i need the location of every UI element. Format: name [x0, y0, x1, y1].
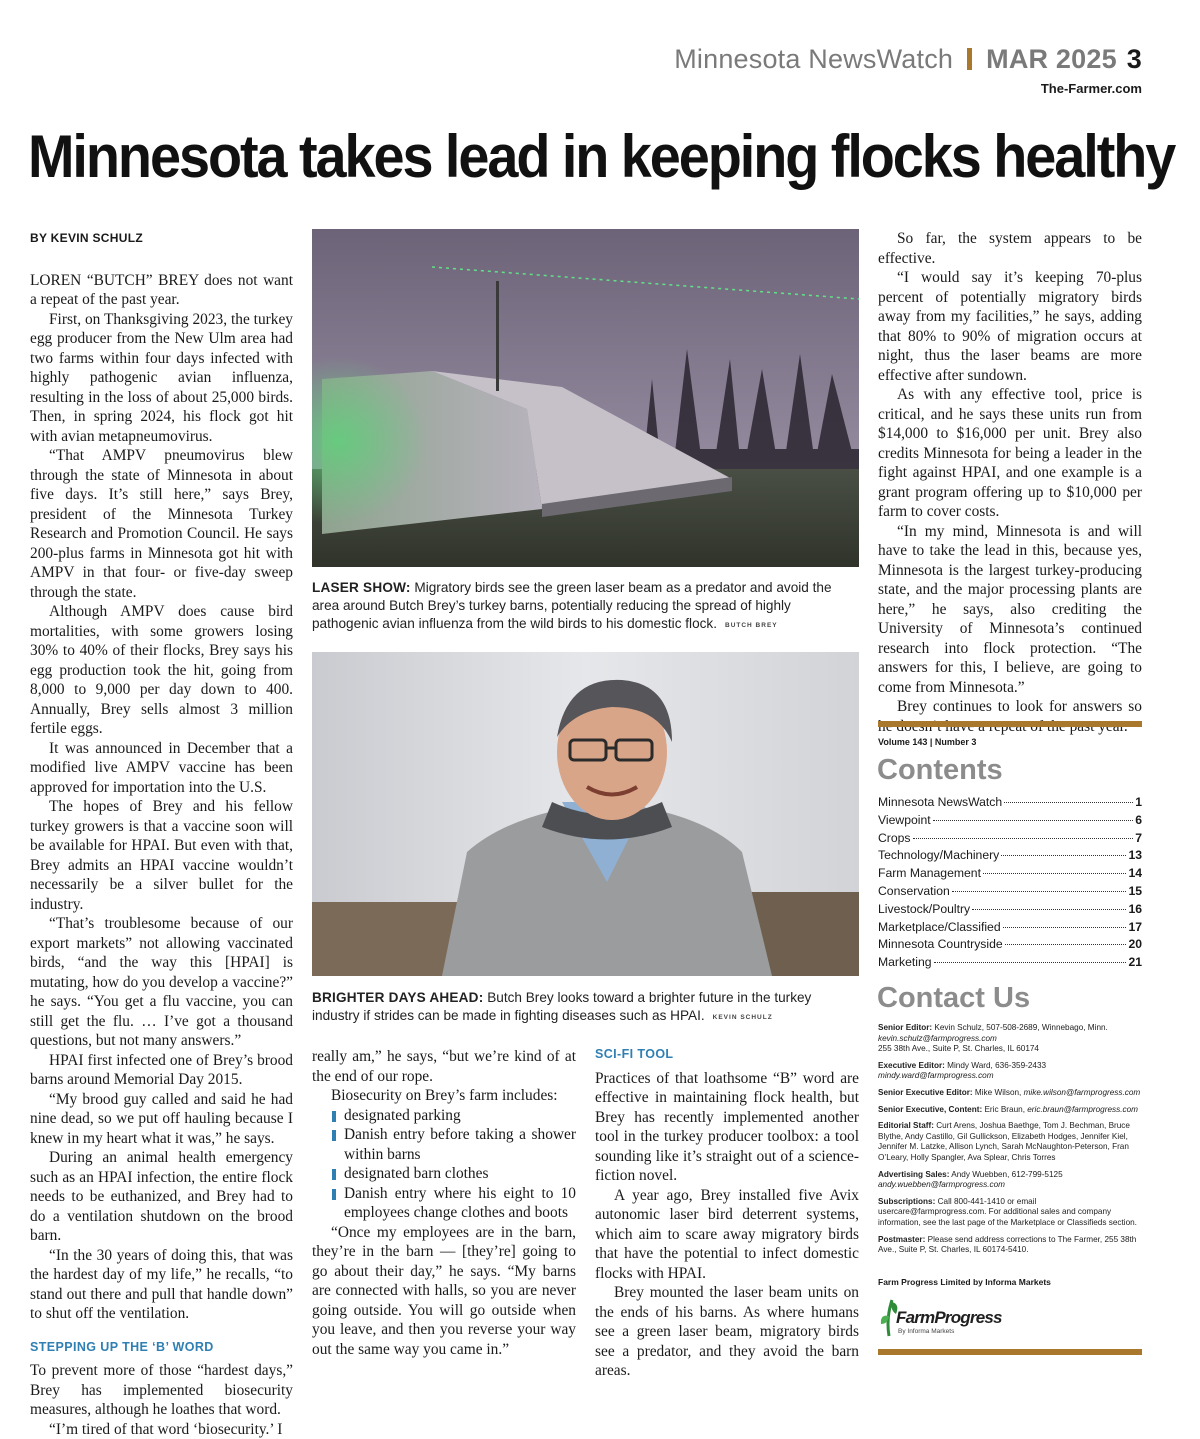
- laser-barn-photo: [312, 229, 859, 567]
- toc-page-number: 6: [1135, 813, 1142, 827]
- caption-text: Butch Brey looks toward a brighter future in the turkey industry if strides can be made in fighting diseases such as HPAI.: [312, 990, 811, 1023]
- caption-label: BRIGHTER DAYS AHEAD:: [312, 990, 483, 1005]
- toc-leader-dots: [1003, 927, 1127, 928]
- paragraph: So far, the system appears to be effective.: [878, 229, 1142, 268]
- paragraph: HPAI first infected one of Brey’s brood barns around Memorial Day 2015.: [30, 1051, 293, 1090]
- toc-leader-dots: [952, 891, 1127, 892]
- paragraph: “That’s troublesome because of our export markets” not allowing vaccinated birds, “and the way this [HPAI] is mutating, how do you develop a vaccine?” he says. “You get a flu vaccine, you can still get the flu. … I’ve got a thousand questions, but not many answers.”: [30, 914, 293, 1051]
- toc-leader-dots: [934, 962, 1127, 963]
- header-line: [674, 44, 1142, 75]
- article-column-2: [312, 1047, 576, 1359]
- caption-label: LASER SHOW:: [312, 580, 411, 595]
- paragraph: Brey mounted the laser beam units on the ends of his barns. As where humans see a green laser beam, migratory birds see a predator, and they avoid the barn areas.: [595, 1283, 859, 1381]
- laser-barn-image: [312, 229, 859, 567]
- paragraph: As with any effective tool, price is critical, and he says these units run from $14,000 to $16,000 per unit. Brey also credits Minnesota for being a leader in the fight against HPAI, and one example is a grant program offering up to $10,000 per farm to cover costs.: [878, 385, 1142, 522]
- contact-text: Curt Arens, Joshua Baethge, Tom J. Bechman, Bruce Blythe, Andy Castillo, Gil Gullickson, Elizabeth Hodges, Jennifer Kiel, Jennifer M. Latzke, Allison Lynch, Sarah McNaughton-Peterson, Fran O’Leary, Holly Spangler, Ava Splear, Chris Torres: [878, 1121, 1130, 1162]
- contact-email[interactable]: mike.wilson@farmprogress.com: [1024, 1088, 1141, 1097]
- toc-row[interactable]: [878, 813, 1142, 831]
- toc-page-number: 17: [1128, 920, 1142, 934]
- toc-leader-dots: [1004, 802, 1133, 803]
- contact-email[interactable]: andy.wuebben@farmprogress.com: [878, 1180, 1005, 1189]
- article-column-4: [878, 229, 1142, 736]
- caption-text: Migratory birds see the green laser beam as a predator and avoid the area around Butch Brey’s turkey barns, potentially reducing the spread of highly pathogenic avian influenza from the wild birds to his domestic flock.: [312, 580, 832, 631]
- list-item: Danish entry before taking a shower within barns: [312, 1125, 576, 1164]
- contact-text: Please send address corrections to The Farmer, 255 38th Ave., Suite P, St. Charles, IL 60174-5410.: [878, 1235, 1136, 1255]
- subhead-sci-fi-tool: SCI-FI TOOL: [595, 1045, 859, 1065]
- toc-leader-dots: [1005, 944, 1127, 945]
- toc-page-number: 7: [1135, 831, 1142, 845]
- section-name: Minnesota NewsWatch: [674, 44, 953, 74]
- contact-text: Call 800-441-1410 or email usercare@farmprogress.com. For additional sales and company information, see the last page of the Marketplace or Classifieds section.: [878, 1197, 1137, 1227]
- paragraph: First, on Thanksgiving 2023, the turkey egg producer from the New Ulm area had two farms within four days infected with highly pathogenic avian influenza, resulting in the loss of about 25,000 birds. Then, in spring 2024, his flock got hit with avian metapneumovirus.: [30, 310, 293, 447]
- toc-page-number: 1: [1135, 795, 1142, 809]
- toc-row[interactable]: [878, 902, 1142, 920]
- paragraph: LOREN “BUTCH” BREY does not want a repeat of the past year.: [30, 271, 293, 310]
- toc-label: Crops: [878, 831, 911, 845]
- contact-text: Mike Wilson,: [975, 1088, 1021, 1097]
- paragraph: “Once my employees are in the barn, they’re in the barn — [they’re] going to go about their day,” he says. “My barns are connected with halls, so you are never going outside. You will go outside when you leave, and then you reverse your way out the same way you came in.”: [312, 1223, 576, 1360]
- toc-page-number: 14: [1128, 866, 1142, 880]
- contact-text: Eric Braun,: [984, 1105, 1025, 1114]
- site-url[interactable]: The-Farmer.com: [674, 81, 1142, 96]
- contact-text: Kevin Schulz, 507-508-2689, Winnebago, Minn.: [934, 1023, 1107, 1032]
- sidebar-bottom-rule: [878, 1349, 1142, 1355]
- contact-address: 255 38th Ave., Suite P, St. Charles, IL 60174: [878, 1044, 1039, 1053]
- toc-row[interactable]: [878, 884, 1142, 902]
- photo-credit: KEVIN SCHULZ: [713, 1014, 773, 1021]
- contact-title: Contact Us: [877, 982, 1030, 1015]
- paragraph: A year ago, Brey installed five Avix autonomic laser bird deterrent systems, which aim to scare away migratory birds that have the potential to infect domestic flocks with HPAI.: [595, 1186, 859, 1284]
- paragraph: Biosecurity on Brey’s farm includes:: [312, 1086, 576, 1106]
- portrait-image: [312, 652, 859, 976]
- contact-label: Senior Executive Editor:: [878, 1088, 973, 1097]
- paragraph: The hopes of Brey and his fellow turkey growers is that a vaccine soon will be available for HPAI. But even with that, Brey admits an HPAI vaccine wouldn’t necessarily be a silver bullet for the industry.: [30, 797, 293, 914]
- toc-leader-dots: [983, 873, 1126, 874]
- paragraph: During an animal health emergency such as an HPAI infection, the entire flock needs to be euthanized, and Brey had to do a ventilation shutdown on the brood barn.: [30, 1148, 293, 1246]
- toc-leader-dots: [972, 909, 1126, 910]
- toc-row[interactable]: [878, 866, 1142, 884]
- contact-label: Editorial Staff:: [878, 1121, 934, 1130]
- article-column-1: [30, 229, 293, 1439]
- paragraph: “In my mind, Minnesota is and will have to take the lead in this, because yes, Minnesota is the largest turkey-producing state, and the major processing plants are here,” he says, also crediting the University of Minnesota’s continued research into flock protection. “The answers for this, I believe, are going to come from Minnesota.”: [878, 522, 1142, 698]
- toc-row[interactable]: [878, 848, 1142, 866]
- toc-label: Livestock/Poultry: [878, 902, 970, 916]
- toc-label: Marketing: [878, 955, 932, 969]
- toc-leader-dots: [933, 820, 1134, 821]
- page-number: 3: [1127, 44, 1142, 74]
- paragraph: “I would say it’s keeping 70-plus percent of potentially migratory birds away from my facilities,” he says, adding that 80% to 90% of migration occurs at night, thus the laser beams are more effective after sundown.: [878, 268, 1142, 385]
- contact-list: [878, 1023, 1142, 1262]
- article-column-3: [595, 1033, 859, 1381]
- portrait-photo-caption: [312, 989, 859, 1027]
- contact-block: [878, 1121, 1142, 1163]
- farm-progress-logo: [878, 1296, 1028, 1340]
- toc-row[interactable]: [878, 795, 1142, 813]
- toc-row[interactable]: [878, 920, 1142, 938]
- contact-email[interactable]: mindy.ward@farmprogress.com: [878, 1071, 994, 1080]
- contact-text: Mindy Ward, 636-359-2433: [947, 1061, 1046, 1070]
- paragraph: Brey continues to look for answers so: [878, 697, 1142, 736]
- laser-photo-caption: [312, 579, 859, 635]
- contact-block: [878, 1023, 1142, 1055]
- toc-page-number: 20: [1128, 937, 1142, 951]
- paragraph: “In the 30 years of doing this, that was the hardest day of my life,” he recalls, “to stand out there and pull that handle down” to shut off the ventilation.: [30, 1246, 293, 1324]
- toc-page-number: 13: [1128, 848, 1142, 862]
- biosecurity-list: [312, 1106, 576, 1223]
- toc-page-number: 15: [1128, 884, 1142, 898]
- toc-label: Minnesota NewsWatch: [878, 795, 1002, 809]
- toc-label: Viewpoint: [878, 813, 931, 827]
- contents-title: Contents: [877, 754, 1003, 787]
- table-of-contents: [878, 795, 1142, 973]
- contact-label: Postmaster:: [878, 1235, 925, 1244]
- contact-block: [878, 1197, 1142, 1229]
- volume-number: Volume 143 | Number 3: [878, 737, 976, 747]
- contact-block: [878, 1170, 1142, 1191]
- toc-row[interactable]: [878, 937, 1142, 955]
- contact-label: Subscriptions:: [878, 1197, 935, 1206]
- headline: Minnesota takes lead in keeping flocks healthy: [28, 122, 1088, 191]
- sidebar-top-rule: [878, 721, 1142, 727]
- toc-label: Technology/Machinery: [878, 848, 999, 862]
- logo-name: FarmProgress: [896, 1308, 1002, 1328]
- byline: BY KEVIN SCHULZ: [30, 229, 293, 249]
- list-item: designated barn clothes: [312, 1164, 576, 1184]
- contact-block: [878, 1235, 1142, 1256]
- toc-label: Minnesota Countryside: [878, 937, 1003, 951]
- list-item: Danish entry where his eight to 10 employees change clothes and boots: [312, 1184, 576, 1223]
- contact-label: Senior Editor:: [878, 1023, 932, 1032]
- toc-row[interactable]: [878, 831, 1142, 849]
- toc-row[interactable]: [878, 955, 1142, 973]
- portrait-photo: [312, 652, 859, 976]
- paragraph: Practices of that loathsome “B” word are effective in maintaining flock health, but Brey has recently implemented another tool in the turkey producer toolbox: a tool sounding like it’s straight out of a science-fiction novel.: [595, 1069, 859, 1186]
- paragraph: It was announced in December that a modified live AMPV vaccine has been approved for importation into the U.S.: [30, 739, 293, 798]
- paragraph: “I’m tired of that word ‘biosecurity.’ I: [30, 1420, 293, 1439]
- header-divider: [967, 48, 972, 70]
- publisher-label: Farm Progress Limited by Informa Markets: [878, 1277, 1051, 1287]
- subhead-b-word: STEPPING UP THE ‘B’ WORD: [30, 1338, 293, 1358]
- paragraph: To prevent more of those “hardest days,” Brey has implemented biosecurity measures, although he loathes that word.: [30, 1361, 293, 1420]
- toc-leader-dots: [913, 838, 1134, 839]
- toc-leader-dots: [1001, 855, 1126, 856]
- contact-block: [878, 1105, 1142, 1116]
- paragraph: “My brood guy called and said he had nine dead, so we put off hauling because I knew in my heart what it was,” he says.: [30, 1090, 293, 1149]
- page-header: [674, 44, 1142, 96]
- contact-email[interactable]: kevin.schulz@farmprogress.com: [878, 1034, 997, 1043]
- toc-label: Conservation: [878, 884, 950, 898]
- contact-label: Advertising Sales:: [878, 1170, 949, 1179]
- logo-subtitle: By Informa Markets: [898, 1328, 954, 1335]
- toc-label: Marketplace/Classified: [878, 920, 1001, 934]
- contact-text: Andy Wuebben, 612-799-5125: [951, 1170, 1062, 1179]
- paragraph: really am,” he says, “but we’re kind of at the end of our rope.: [312, 1047, 576, 1086]
- toc-page-number: 16: [1128, 902, 1142, 916]
- contact-block: [878, 1061, 1142, 1082]
- contact-block: [878, 1088, 1142, 1099]
- toc-page-number: 21: [1128, 955, 1142, 969]
- toc-label: Farm Management: [878, 866, 981, 880]
- photo-credit: BUTCH BREY: [725, 622, 778, 629]
- contact-label: Executive Editor:: [878, 1061, 945, 1070]
- paragraph: Although AMPV does cause bird mortalities, with some growers losing 30% to 40% of their flocks, Brey says his egg production took the hit, going from 8,000 to 9,000 per day down to 400. Annually, Brey sells almost 3 million fertile eggs.: [30, 602, 293, 739]
- issue-date: MAR 2025: [986, 44, 1117, 74]
- contact-label: Senior Executive, Content:: [878, 1105, 982, 1114]
- paragraph: “That AMPV pneumovirus blew through the state of Minnesota in about five days. It’s still here,” says Brey, president of the Minnesota Turkey Research and Promotion Council. He says 200-plus farms in Minnesota got hit with AMPV in that four- or five-day sweep through the state.: [30, 446, 293, 602]
- contact-email[interactable]: eric.braun@farmprogress.com: [1027, 1105, 1138, 1114]
- list-item: designated parking: [312, 1106, 576, 1126]
